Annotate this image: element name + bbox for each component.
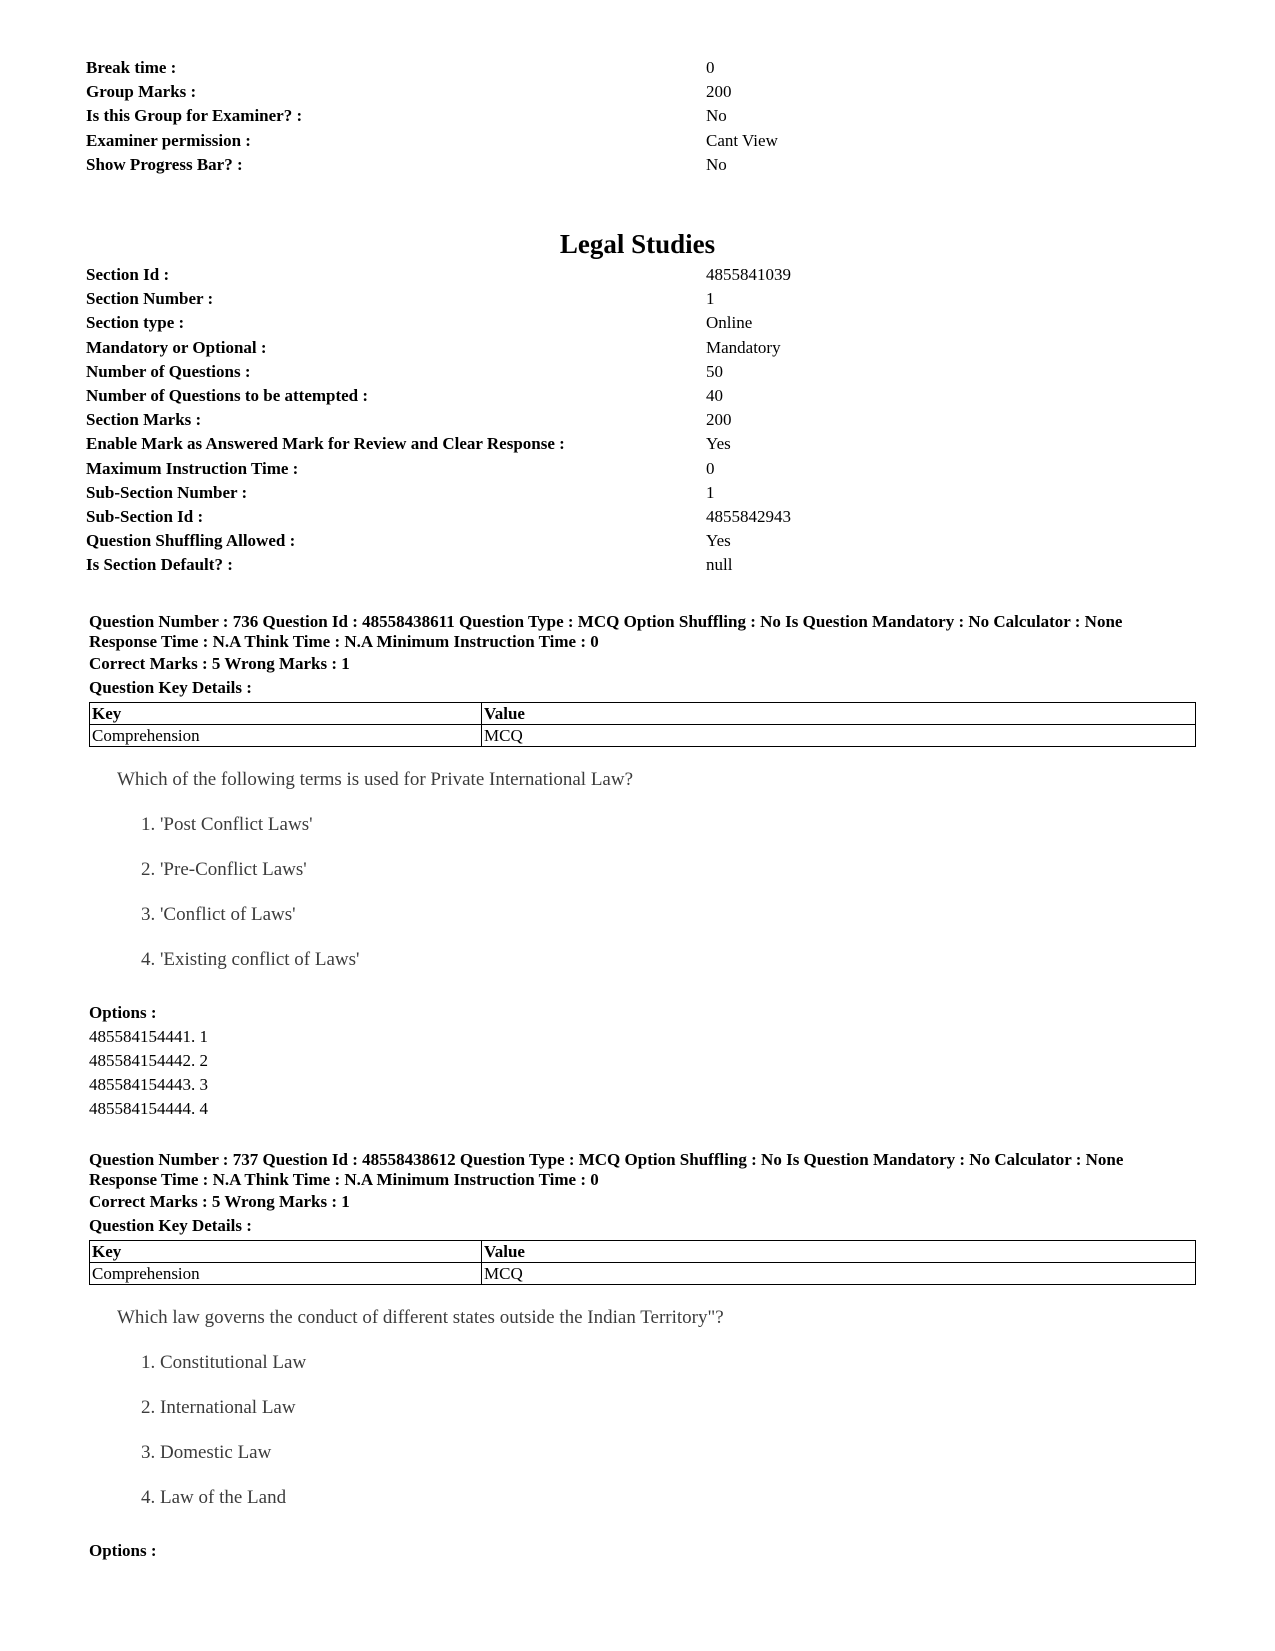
key-details-table <box>89 702 1196 747</box>
info-value: 0 <box>706 458 715 478</box>
info-label: Enable Mark as Answered Mark for Review and Clear Response : <box>86 434 565 454</box>
section-info-row <box>86 529 1186 553</box>
group-info-row <box>86 80 1186 104</box>
section-info-row <box>86 287 1186 311</box>
info-value: Online <box>706 313 753 333</box>
info-label: Section Number : <box>86 289 214 309</box>
info-label: Is this Group for Examiner? : <box>86 106 303 126</box>
table-row <box>90 1263 1196 1285</box>
table-cell-value: MCQ <box>482 1263 1196 1285</box>
question-image <box>89 767 1199 973</box>
question-image <box>89 1305 1199 1511</box>
table-cell-key: Comprehension <box>90 725 482 747</box>
section-info-row <box>86 457 1186 481</box>
key-details-label: Question Key Details : <box>89 1216 252 1235</box>
section-title: Legal Studies <box>559 229 716 259</box>
info-label: Is Section Default? : <box>86 555 233 575</box>
info-label: Maximum Instruction Time : <box>86 458 299 478</box>
table-header-key: Key <box>90 1241 482 1263</box>
section-info-row <box>86 505 1186 529</box>
group-info-list <box>86 56 1186 177</box>
group-info-row <box>86 104 1186 128</box>
choice-item: 4. 'Existing conflict of Laws' <box>141 949 360 970</box>
info-value: null <box>706 555 733 575</box>
group-info-row <box>86 129 1186 153</box>
choice-item: 1. Constitutional Law <box>141 1352 307 1373</box>
info-label: Section Marks : <box>86 410 202 430</box>
info-label: Examiner permission : <box>86 130 251 150</box>
info-value: No <box>706 106 727 126</box>
section-info-row <box>86 360 1186 384</box>
info-value: 50 <box>706 361 723 381</box>
choice-item: 3. 'Conflict of Laws' <box>141 904 296 925</box>
section-info-row <box>86 263 1186 287</box>
info-label: Section Id : <box>86 265 170 284</box>
info-label: Break time : <box>86 58 177 77</box>
info-value: 0 <box>706 58 715 77</box>
info-label: Show Progress Bar? : <box>86 154 243 174</box>
section-info-row <box>86 481 1186 505</box>
info-label: Sub-Section Id : <box>86 506 204 526</box>
choice-item: 1. 'Post Conflict Laws' <box>141 814 313 835</box>
section-info-row <box>86 432 1186 456</box>
options-label: Options : <box>89 1541 157 1560</box>
table-header-key: Key <box>90 703 482 725</box>
option-item: 485584154444. 4 <box>89 1099 208 1118</box>
table-header-value: Value <box>482 703 1196 725</box>
choice-item: 3. Domestic Law <box>141 1442 272 1463</box>
table-header-row <box>90 1241 1196 1263</box>
question-stem: Which of the following terms is used for Private International Law? <box>117 769 634 790</box>
option-item: 485584154441. 1 <box>89 1027 208 1046</box>
info-label: Number of Questions to be attempted : <box>86 385 369 405</box>
info-label: Sub-Section Number : <box>86 482 248 502</box>
question-timing: Response Time : N.A Think Time : N.A Minimum Instruction Time : 0 <box>89 632 599 651</box>
group-info-row <box>86 153 1186 177</box>
table-cell-key: Comprehension <box>90 1263 482 1285</box>
choice-item: 2. International Law <box>141 1397 296 1418</box>
info-value: Mandatory <box>706 337 781 357</box>
info-value: Cant View <box>706 130 778 150</box>
question-block <box>89 1150 1199 1563</box>
question-marks: Correct Marks : 5 Wrong Marks : 1 <box>89 1192 350 1211</box>
info-value: 1 <box>706 289 715 309</box>
section-info-row <box>86 384 1186 408</box>
info-label: Question Shuffling Allowed : <box>86 531 296 551</box>
options-label: Options : <box>89 1003 157 1022</box>
info-value: Yes <box>706 531 731 551</box>
section-info-row <box>86 336 1186 360</box>
question-header: Question Number : 736 Question Id : 48558438611 Question Type : MCQ Option Shuffling : No Is Question Mandatory : No Calculator : None <box>89 612 1123 631</box>
section-info-row <box>86 553 1186 577</box>
section-info-row <box>86 408 1186 432</box>
table-header-row <box>90 703 1196 725</box>
info-value: 1 <box>706 482 715 502</box>
question-stem: Which law governs the conduct of different states outside the Indian Territory"? <box>117 1307 724 1328</box>
info-value: 200 <box>706 410 732 430</box>
table-cell-value: MCQ <box>482 725 1196 747</box>
info-value: Yes <box>706 434 731 454</box>
option-item: 485584154443. 3 <box>89 1075 208 1094</box>
question-block <box>89 612 1199 1121</box>
table-header-value: Value <box>482 1241 1196 1263</box>
key-details-label: Question Key Details : <box>89 678 252 697</box>
info-value: 40 <box>706 385 723 405</box>
info-value: 4855842943 <box>706 506 791 526</box>
info-value: No <box>706 154 727 174</box>
section-info-list <box>86 263 1186 577</box>
table-row <box>90 725 1196 747</box>
info-label: Group Marks : <box>86 82 197 102</box>
choice-item: 4. Law of the Land <box>141 1487 287 1508</box>
info-value: 4855841039 <box>706 265 791 284</box>
info-value: 200 <box>706 82 732 102</box>
question-timing: Response Time : N.A Think Time : N.A Minimum Instruction Time : 0 <box>89 1170 599 1189</box>
group-info-row <box>86 56 1186 80</box>
question-marks: Correct Marks : 5 Wrong Marks : 1 <box>89 654 350 673</box>
info-label: Number of Questions : <box>86 361 251 381</box>
question-header: Question Number : 737 Question Id : 48558438612 Question Type : MCQ Option Shuffling : No Is Question Mandatory : No Calculator : None <box>89 1150 1124 1169</box>
choice-item: 2. 'Pre-Conflict Laws' <box>141 859 307 880</box>
section-info-row <box>86 311 1186 335</box>
info-label: Section type : <box>86 313 185 333</box>
option-item: 485584154442. 2 <box>89 1051 208 1070</box>
key-details-table <box>89 1240 1196 1285</box>
info-label: Mandatory or Optional : <box>86 337 267 357</box>
